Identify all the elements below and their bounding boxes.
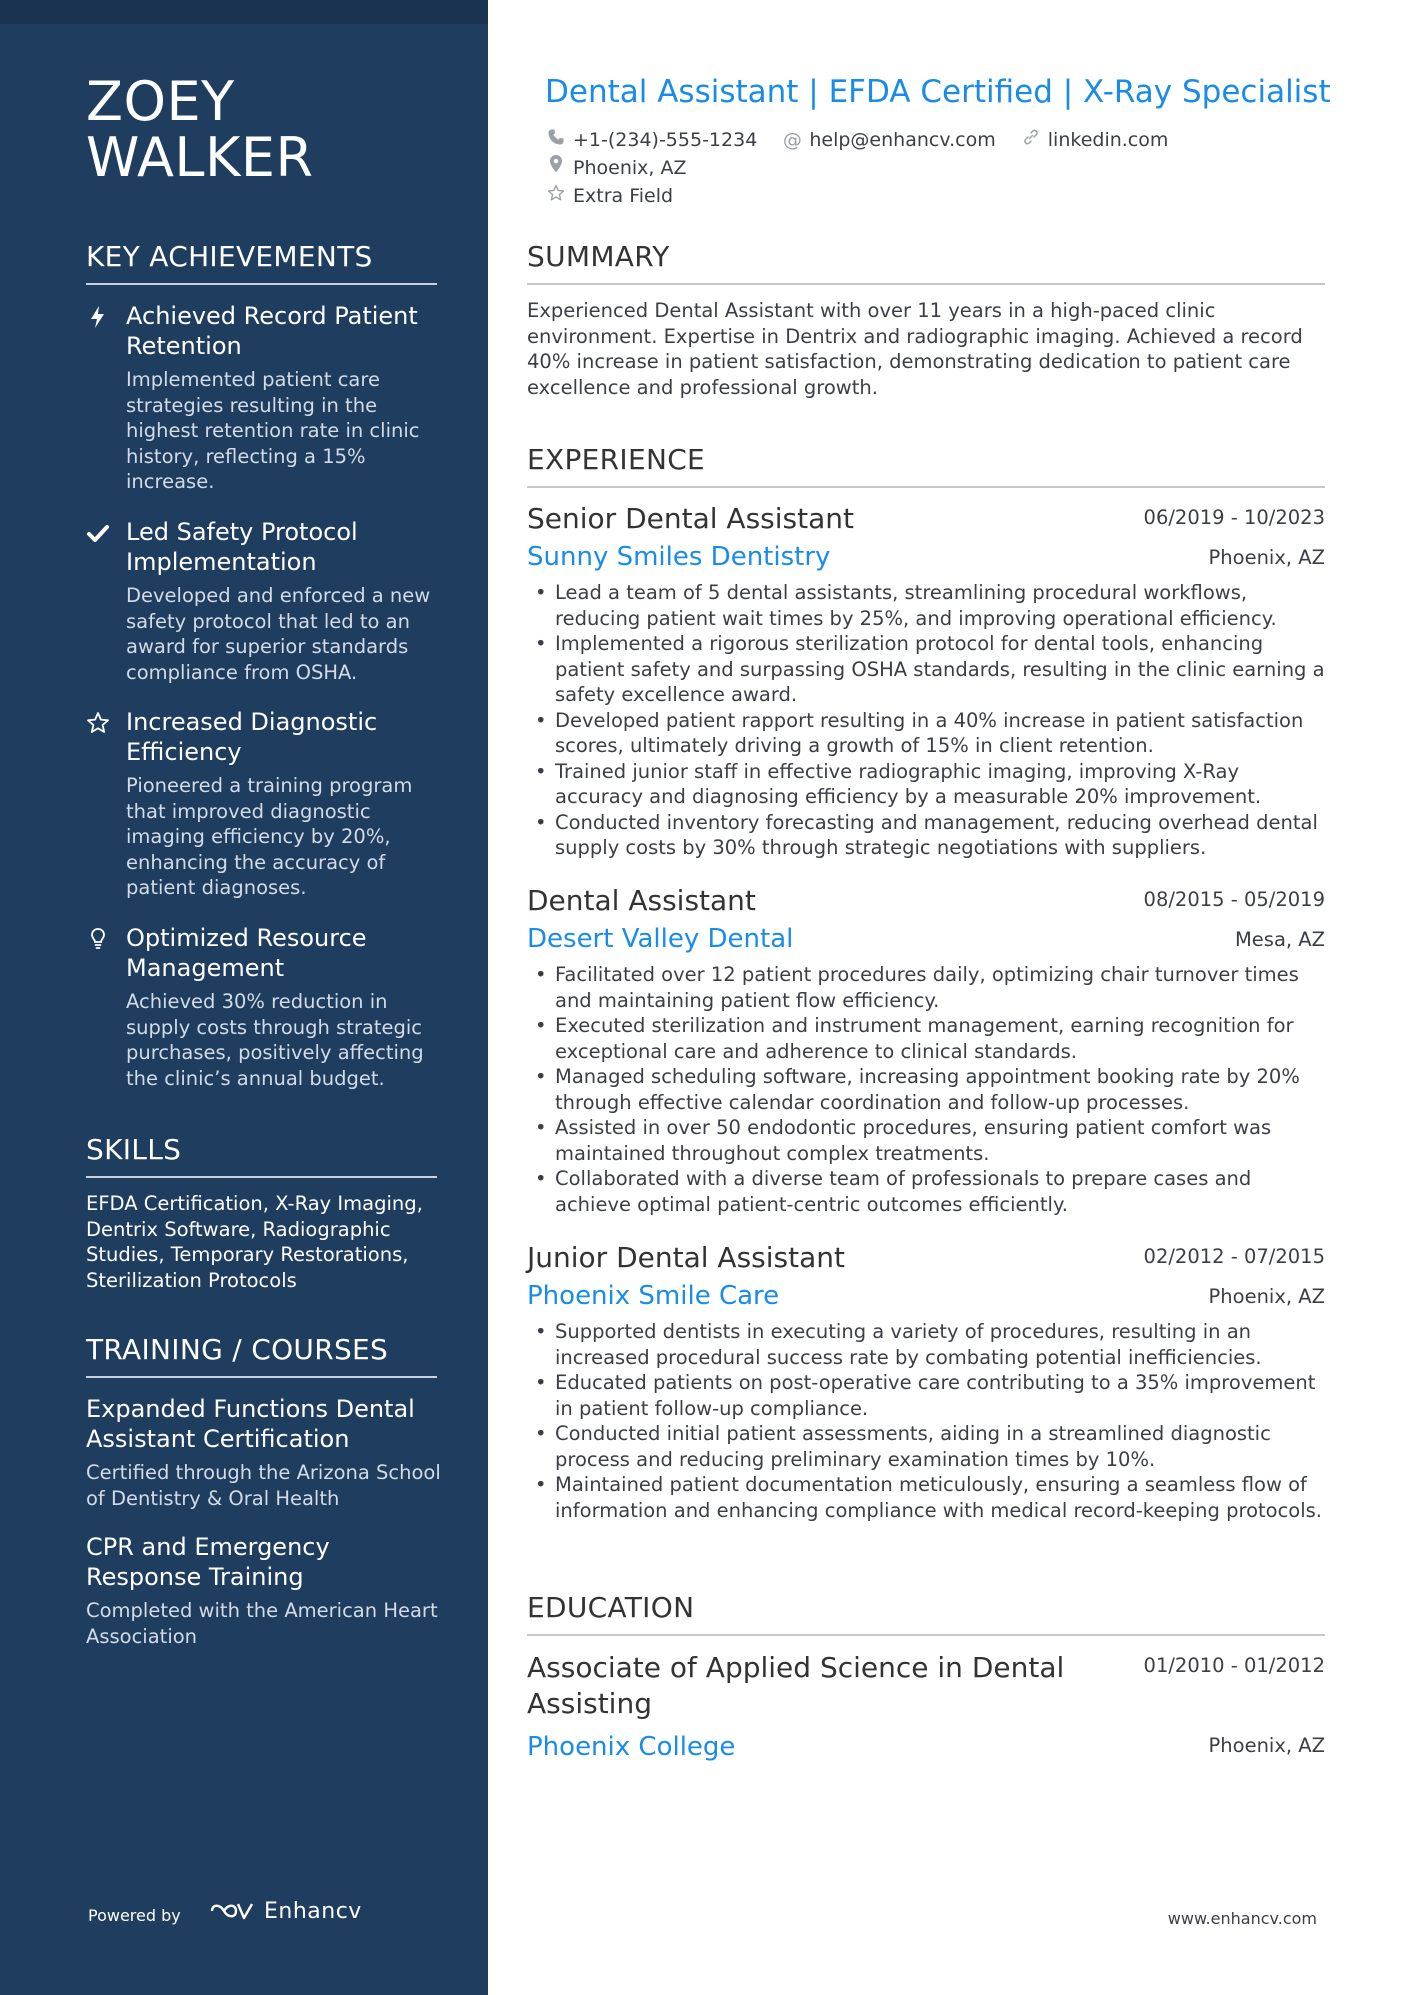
contact-extra <box>545 182 673 210</box>
contact-location <box>545 154 686 182</box>
course-description: Completed with the American Heart Association <box>86 1599 438 1648</box>
achievement-description: Pioneered a training program that improved diagnostic imaging efficiency by 20%, enhancing the accuracy of patient diagnoses. <box>126 774 413 899</box>
summary-text: Experienced Dental Assistant with over 11 years in a high-paced clinic environment. Expertise in Dentrix and radiographic imaging. Achieved a record 40% increase in patient satisfaction, demonstrating dedication to patient care excellence and professional growth. <box>527 299 1303 399</box>
bolt-icon <box>86 305 110 329</box>
location-pin-icon <box>545 154 567 182</box>
education-dates: 01/2010 - 01/2012 <box>1143 1654 1325 1677</box>
achievement-description: Developed and enforced a new safety protocol that led to an award for superior standards compliance from OSHA. <box>126 584 431 684</box>
job-bullets <box>527 1319 1325 1523</box>
star-outline-icon <box>545 182 567 210</box>
sidebar <box>0 0 488 1995</box>
bullet-item: • Implemented a rigorous sterilization protocol for dental tools, enhancing patient safety and surpassing OSHA standards, resulting in the clinic earning a safety excellence award. <box>527 631 1325 708</box>
job-bullets <box>527 962 1325 1217</box>
headline: Dental Assistant | EFDA Certified | X-Ray Specialist <box>545 74 1331 110</box>
education-heading: EDUCATION <box>527 1591 1325 1636</box>
bullet-item: • Collaborated with a diverse team of professionals to prepare cases and achieve optimal patient-centric outcomes efficiently. <box>527 1166 1325 1217</box>
job-entry <box>527 884 1325 1217</box>
last-name: WALKER <box>86 126 314 189</box>
contact-info <box>545 126 1335 210</box>
achievement-item <box>86 707 446 901</box>
bullet-item: • Trained junior staff in effective radiographic imaging, improving X-Ray accuracy and diagnosing efficiency by a measurable 20% improvement. <box>527 759 1325 810</box>
candidate-name <box>86 70 314 189</box>
achievement-description: Implemented patient care strategies resulting in the highest retention rate in clinic history, reflecting a 15% increase. <box>126 368 420 493</box>
education-entry <box>527 1650 1325 1762</box>
contact-email[interactable] <box>781 126 995 154</box>
achievement-item <box>86 517 446 685</box>
job-location: Phoenix, AZ <box>1208 1285 1325 1308</box>
bullet-item: • Executed sterilization and instrument management, earning recognition for exceptional care and adherence to clinical standards. <box>527 1013 1325 1064</box>
enhancv-logo-icon <box>208 1898 256 1924</box>
company-name: Desert Valley Dental <box>527 924 794 954</box>
summary-heading: SUMMARY <box>527 240 1325 285</box>
achievement-title: Increased Diagnostic Efficiency <box>126 708 378 766</box>
company-name: Sunny Smiles Dentistry <box>527 542 831 572</box>
experience-heading: EXPERIENCE <box>527 443 1325 488</box>
job-title: Junior Dental Assistant <box>527 1241 845 1274</box>
job-location: Phoenix, AZ <box>1208 546 1325 569</box>
achievements-heading: KEY ACHIEVEMENTS <box>86 240 437 285</box>
bullet-item: • Conducted initial patient assessments, aiding in a streamlined diagnostic process and reducing preliminary examination times by 10%. <box>527 1421 1325 1472</box>
bullet-item: • Educated patients on post-operative care contributing to a 35% improvement in patient follow-up compliance. <box>527 1370 1325 1421</box>
link-icon <box>1020 126 1042 154</box>
bullet-item: • Lead a team of 5 dental assistants, streamlining procedural workflows, reducing patient wait times by 25%, and improving operational efficiency. <box>527 580 1325 631</box>
bullet-item: • Managed scheduling software, increasing appointment booking rate by 20% through effective calendar coordination and follow-up processes. <box>527 1064 1325 1115</box>
first-name: ZOEY <box>86 70 235 133</box>
phone-text: +1-(234)-555-1234 <box>573 129 758 151</box>
sidebar-top-bar <box>0 0 488 24</box>
course-description: Certified through the Arizona School of Dentistry & Oral Health <box>86 1461 441 1510</box>
course-title: CPR and Emergency Response Training <box>86 1533 330 1591</box>
job-entry <box>527 502 1325 861</box>
job-dates: 06/2019 - 10/2023 <box>1143 506 1325 529</box>
extra-field-text: Extra Field <box>573 185 674 207</box>
course-item <box>86 1532 446 1649</box>
course-item <box>86 1394 446 1511</box>
achievement-title: Optimized Resource Management <box>126 924 367 982</box>
at-sign-icon: @ <box>782 129 802 151</box>
star-icon <box>86 711 110 735</box>
achievement-item <box>86 301 446 495</box>
job-dates: 08/2015 - 05/2019 <box>1143 888 1325 911</box>
brand-name: Enhancv <box>264 1898 362 1924</box>
link-text: linkedin.com <box>1047 129 1169 151</box>
bullet-item: • Facilitated over 12 patient procedures daily, optimizing chair turnover times and maintaining patient flow efficiency. <box>527 962 1325 1013</box>
checkmark-icon <box>86 521 110 545</box>
job-entry <box>527 1241 1325 1523</box>
bullet-item: • Assisted in over 50 endodontic procedures, ensuring patient comfort was maintained throughout complex treatments. <box>527 1115 1325 1166</box>
footer-website[interactable]: www.enhancv.com <box>1167 1909 1317 1928</box>
brand-logo[interactable] <box>208 1898 362 1924</box>
achievement-title: Achieved Record Patient Retention <box>126 302 418 360</box>
lightbulb-icon <box>86 927 110 951</box>
job-dates: 02/2012 - 07/2015 <box>1143 1245 1325 1268</box>
job-bullets <box>527 580 1325 861</box>
course-title: Expanded Functions Dental Assistant Certification <box>86 1395 415 1453</box>
company-name: Phoenix Smile Care <box>527 1281 780 1311</box>
email-text: help@enhancv.com <box>809 129 996 151</box>
bullet-item: • Maintained patient documentation meticulously, ensuring a seamless flow of information and enhancing compliance with medical record-keeping protocols. <box>527 1472 1325 1523</box>
powered-by-label: Powered by <box>88 1906 181 1925</box>
job-title: Senior Dental Assistant <box>527 502 854 535</box>
job-location: Mesa, AZ <box>1234 928 1325 951</box>
contact-link[interactable] <box>1020 126 1169 154</box>
phone-icon <box>545 126 567 154</box>
bullet-item: • Developed patient rapport resulting in a 40% increase in patient satisfaction scores, ultimately driving a growth of 15% in client retention. <box>527 708 1325 759</box>
job-title: Dental Assistant <box>527 884 756 917</box>
degree-title: Associate of Applied Science in Dental Assisting <box>527 1651 1065 1720</box>
location-text: Phoenix, AZ <box>573 157 687 179</box>
contact-phone[interactable] <box>545 126 757 154</box>
achievement-title: Led Safety Protocol Implementation <box>126 518 358 576</box>
school-name: Phoenix College <box>527 1732 736 1762</box>
bullet-item: • Conducted inventory forecasting and management, reducing overhead dental supply costs by 30% through strategic negotiations with suppliers. <box>527 810 1325 861</box>
training-heading: TRAINING / COURSES <box>86 1333 437 1378</box>
skills-list: EFDA Certification, X-Ray Imaging, Dentrix Software, Radiographic Studies, Temporary Restorations, Sterilization Protocols <box>86 1192 423 1292</box>
achievement-item <box>86 923 446 1091</box>
education-location: Phoenix, AZ <box>1208 1734 1325 1757</box>
skills-heading: SKILLS <box>86 1133 437 1178</box>
achievement-description: Achieved 30% reduction in supply costs through strategic purchases, positively affecting the clinic’s annual budget. <box>126 990 424 1090</box>
bullet-item: • Supported dentists in executing a variety of procedures, resulting in an increased procedural success rate by combating potential inefficiencies. <box>527 1319 1325 1370</box>
